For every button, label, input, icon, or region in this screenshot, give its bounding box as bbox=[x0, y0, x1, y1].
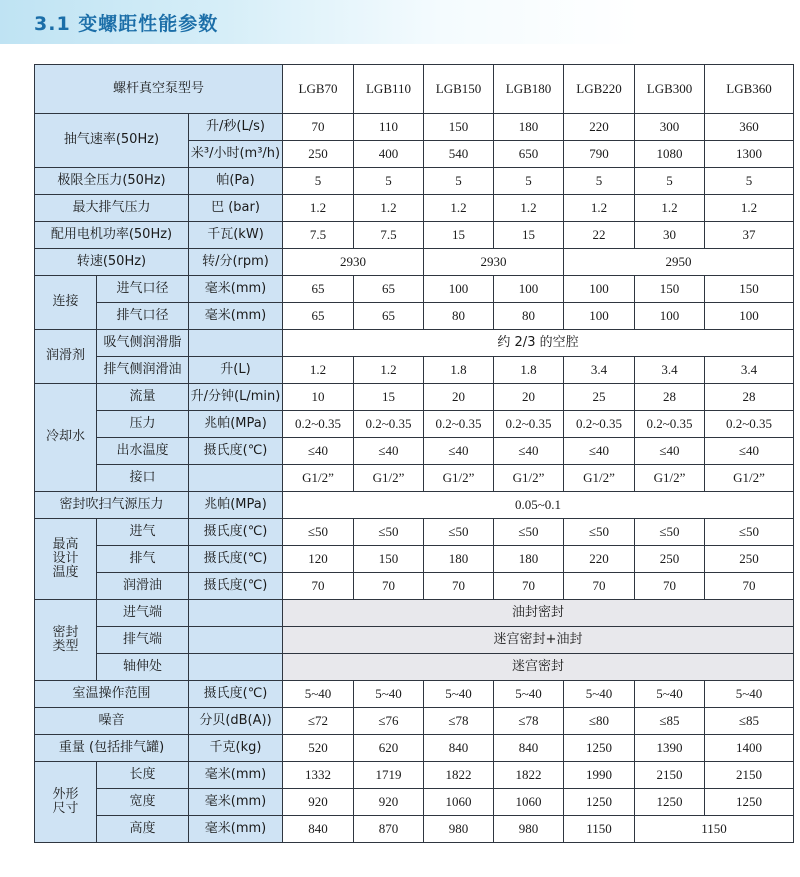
model-name: LGB300 bbox=[635, 65, 705, 114]
unit-label: 毫米(mm) bbox=[189, 789, 283, 816]
value-cell: ≤50 bbox=[635, 519, 705, 546]
value-cell: 15 bbox=[354, 384, 424, 411]
value-cell: 1822 bbox=[424, 762, 494, 789]
value-cell: 3.4 bbox=[564, 357, 635, 384]
value-cell: 10 bbox=[283, 384, 354, 411]
value-cell: 5~40 bbox=[494, 681, 564, 708]
value-cell: 110 bbox=[354, 114, 424, 141]
unit-label: 帕(Pa) bbox=[189, 168, 283, 195]
sub-label: 排气侧润滑油 bbox=[97, 357, 189, 384]
unit-label: 升/秒(L/s) bbox=[189, 114, 283, 141]
value-cell: 65 bbox=[283, 303, 354, 330]
value-cell: 100 bbox=[564, 303, 635, 330]
merged-value-cell: 迷宫密封 bbox=[283, 654, 794, 681]
value-cell: G1/2” bbox=[564, 465, 635, 492]
value-cell: ≤50 bbox=[354, 519, 424, 546]
sub-label: 流量 bbox=[97, 384, 189, 411]
value-cell: 70 bbox=[283, 573, 354, 600]
value-cell: ≤50 bbox=[424, 519, 494, 546]
value-cell: 1.2 bbox=[705, 195, 794, 222]
value-cell: 0.2~0.35 bbox=[635, 411, 705, 438]
connection-outlet-row bbox=[35, 303, 794, 330]
value-cell: 0.2~0.35 bbox=[424, 411, 494, 438]
cooling-flow-row bbox=[35, 384, 794, 411]
value-cell: 0.2~0.35 bbox=[494, 411, 564, 438]
merged-value-cell: 油封密封 bbox=[283, 600, 794, 627]
value-cell: 180 bbox=[424, 546, 494, 573]
value-cell: 1.2 bbox=[494, 195, 564, 222]
sub-label: 进气端 bbox=[97, 600, 189, 627]
value-cell: 1150 bbox=[564, 816, 635, 843]
design-temp-inlet-row bbox=[35, 519, 794, 546]
motor-power-row bbox=[35, 222, 794, 249]
connection-inlet-row bbox=[35, 276, 794, 303]
value-cell: 5~40 bbox=[635, 681, 705, 708]
value-cell: ≤50 bbox=[494, 519, 564, 546]
value-cell: G1/2” bbox=[424, 465, 494, 492]
value-cell: 870 bbox=[354, 816, 424, 843]
value-cell: 30 bbox=[635, 222, 705, 249]
value-cell: 100 bbox=[424, 276, 494, 303]
value-cell: 5 bbox=[283, 168, 354, 195]
cooling-port-row bbox=[35, 465, 794, 492]
value-cell: ≤80 bbox=[564, 708, 635, 735]
value-cell: 0.2~0.35 bbox=[283, 411, 354, 438]
unit-label: 毫米(mm) bbox=[189, 303, 283, 330]
unit-label: 摄氏度(℃) bbox=[189, 546, 283, 573]
sub-label: 排气端 bbox=[97, 627, 189, 654]
ambient-range-label: 室温操作范围 bbox=[35, 681, 189, 708]
value-cell: 1060 bbox=[494, 789, 564, 816]
noise-row bbox=[35, 708, 794, 735]
value-cell: 180 bbox=[494, 546, 564, 573]
value-cell: 620 bbox=[354, 735, 424, 762]
ultimate-pressure-row bbox=[35, 168, 794, 195]
value-cell: 150 bbox=[354, 546, 424, 573]
value-cell: 0.2~0.35 bbox=[354, 411, 424, 438]
speed-label: 转速(50Hz) bbox=[35, 249, 189, 276]
unit-label: 转/分(rpm) bbox=[189, 249, 283, 276]
speed-row bbox=[35, 249, 794, 276]
unit-label: 毫米(mm) bbox=[189, 816, 283, 843]
value-cell: 1.2 bbox=[424, 195, 494, 222]
value-cell: 1400 bbox=[705, 735, 794, 762]
merged-value-cell: 约 2/3 的空腔 bbox=[283, 330, 794, 357]
value-cell: 70 bbox=[424, 573, 494, 600]
dim-height-row bbox=[35, 816, 794, 843]
value-cell: 70 bbox=[564, 573, 635, 600]
value-cell: ≤50 bbox=[283, 519, 354, 546]
value-cell: 3.4 bbox=[635, 357, 705, 384]
value-cell: 25 bbox=[564, 384, 635, 411]
unit-label: 兆帕(MPa) bbox=[189, 492, 283, 519]
sub-label: 排气口径 bbox=[97, 303, 189, 330]
unit-label bbox=[189, 654, 283, 681]
value-cell: 150 bbox=[635, 276, 705, 303]
value-cell: 1.2 bbox=[283, 195, 354, 222]
value-cell: 1990 bbox=[564, 762, 635, 789]
pumping-speed-label: 抽气速率(50Hz) bbox=[35, 114, 189, 168]
value-cell: 28 bbox=[705, 384, 794, 411]
value-cell: 28 bbox=[635, 384, 705, 411]
header-row bbox=[35, 65, 794, 114]
unit-label: 升/分钟(L/min) bbox=[189, 384, 283, 411]
value-cell: G1/2” bbox=[354, 465, 424, 492]
value-cell: 65 bbox=[283, 276, 354, 303]
sub-label: 轴伸处 bbox=[97, 654, 189, 681]
value-cell: 5 bbox=[564, 168, 635, 195]
seal-type-shaft-row bbox=[35, 654, 794, 681]
value-cell: 150 bbox=[424, 114, 494, 141]
value-cell: 0.2~0.35 bbox=[705, 411, 794, 438]
value-cell: 400 bbox=[354, 141, 424, 168]
value-cell: ≤85 bbox=[635, 708, 705, 735]
value-cell: 520 bbox=[283, 735, 354, 762]
sub-label: 排气 bbox=[97, 546, 189, 573]
value-cell: 5~40 bbox=[564, 681, 635, 708]
value-cell: 70 bbox=[494, 573, 564, 600]
lubricant-label: 润滑剂 bbox=[35, 330, 97, 384]
value-cell: 100 bbox=[635, 303, 705, 330]
unit-label: 摄氏度(℃) bbox=[189, 438, 283, 465]
value-cell: 5~40 bbox=[354, 681, 424, 708]
value-cell: 22 bbox=[564, 222, 635, 249]
value-cell: 5 bbox=[494, 168, 564, 195]
value-cell: 250 bbox=[283, 141, 354, 168]
value-cell: G1/2” bbox=[635, 465, 705, 492]
unit-label: 千瓦(kW) bbox=[189, 222, 283, 249]
title-bar bbox=[0, 0, 800, 44]
unit-label bbox=[189, 600, 283, 627]
unit-label: 米³/小时(m³/h) bbox=[189, 141, 283, 168]
unit-label bbox=[189, 330, 283, 357]
sub-label: 出水温度 bbox=[97, 438, 189, 465]
seal-type-inlet-row bbox=[35, 600, 794, 627]
value-cell: 150 bbox=[705, 276, 794, 303]
value-cell: 37 bbox=[705, 222, 794, 249]
weight-row bbox=[35, 735, 794, 762]
sub-label: 润滑油 bbox=[97, 573, 189, 600]
ambient-range-row bbox=[35, 681, 794, 708]
value-cell: 1390 bbox=[635, 735, 705, 762]
cooling-pressure-row bbox=[35, 411, 794, 438]
seal-type-label: 密封 类型 bbox=[35, 600, 97, 681]
value-cell: ≤50 bbox=[564, 519, 635, 546]
value-cell: ≤76 bbox=[354, 708, 424, 735]
weight-label: 重量 (包括排气罐) bbox=[35, 735, 189, 762]
value-cell: 2950 bbox=[564, 249, 794, 276]
noise-label: 噪音 bbox=[35, 708, 189, 735]
value-cell: ≤50 bbox=[705, 519, 794, 546]
value-cell: 840 bbox=[494, 735, 564, 762]
value-cell: 1.2 bbox=[354, 195, 424, 222]
value-cell: G1/2” bbox=[283, 465, 354, 492]
value-cell: 1822 bbox=[494, 762, 564, 789]
dim-length-row bbox=[35, 762, 794, 789]
pumping-speed-row-ls bbox=[35, 114, 794, 141]
value-cell: 120 bbox=[283, 546, 354, 573]
merged-value-cell: 迷宫密封+油封 bbox=[283, 627, 794, 654]
model-name: LGB150 bbox=[424, 65, 494, 114]
value-cell: 5 bbox=[424, 168, 494, 195]
value-cell: 15 bbox=[424, 222, 494, 249]
value-cell: 7.5 bbox=[354, 222, 424, 249]
unit-label: 兆帕(MPa) bbox=[189, 411, 283, 438]
seal-purge-row bbox=[35, 492, 794, 519]
value-cell: ≤78 bbox=[424, 708, 494, 735]
value-cell: 5 bbox=[354, 168, 424, 195]
value-cell: 2930 bbox=[424, 249, 564, 276]
sub-label: 压力 bbox=[97, 411, 189, 438]
value-cell: 1.2 bbox=[564, 195, 635, 222]
sub-label: 长度 bbox=[97, 762, 189, 789]
sub-label: 宽度 bbox=[97, 789, 189, 816]
value-cell: 3.4 bbox=[705, 357, 794, 384]
model-name: LGB220 bbox=[564, 65, 635, 114]
value-cell: 1.2 bbox=[635, 195, 705, 222]
value-cell: 1.2 bbox=[354, 357, 424, 384]
model-header-label: 螺杆真空泵型号 bbox=[35, 65, 283, 114]
unit-label: 摄氏度(℃) bbox=[189, 681, 283, 708]
model-name: LGB180 bbox=[494, 65, 564, 114]
value-cell: 360 bbox=[705, 114, 794, 141]
value-cell: 1.8 bbox=[494, 357, 564, 384]
value-cell: 80 bbox=[424, 303, 494, 330]
max-design-temp-label: 最高 设计 温度 bbox=[35, 519, 97, 600]
value-cell: 2930 bbox=[283, 249, 424, 276]
value-cell: 2150 bbox=[635, 762, 705, 789]
unit-label bbox=[189, 465, 283, 492]
connection-label: 连接 bbox=[35, 276, 97, 330]
model-name: LGB360 bbox=[705, 65, 794, 114]
value-cell: 100 bbox=[705, 303, 794, 330]
value-cell: 1250 bbox=[635, 789, 705, 816]
value-cell: 220 bbox=[564, 114, 635, 141]
model-name: LGB70 bbox=[283, 65, 354, 114]
design-temp-oil-row bbox=[35, 573, 794, 600]
value-cell: 790 bbox=[564, 141, 635, 168]
cooling-outlet-temp-row bbox=[35, 438, 794, 465]
sub-label: 接口 bbox=[97, 465, 189, 492]
sub-label: 高度 bbox=[97, 816, 189, 843]
dimensions-label: 外形 尺寸 bbox=[35, 762, 97, 843]
design-temp-exhaust-row bbox=[35, 546, 794, 573]
value-cell: 220 bbox=[564, 546, 635, 573]
value-cell: 1250 bbox=[564, 789, 635, 816]
unit-label: 毫米(mm) bbox=[189, 276, 283, 303]
value-cell: 1719 bbox=[354, 762, 424, 789]
unit-label: 分贝(dB(A)) bbox=[189, 708, 283, 735]
unit-label: 毫米(mm) bbox=[189, 762, 283, 789]
max-exhaust-pressure-row bbox=[35, 195, 794, 222]
value-cell: 1.2 bbox=[283, 357, 354, 384]
value-cell: 70 bbox=[354, 573, 424, 600]
lubricant-oil-row bbox=[35, 357, 794, 384]
value-cell: G1/2” bbox=[705, 465, 794, 492]
value-cell: 300 bbox=[635, 114, 705, 141]
model-name: LGB110 bbox=[354, 65, 424, 114]
value-cell: 15 bbox=[494, 222, 564, 249]
unit-label: 千克(kg) bbox=[189, 735, 283, 762]
value-cell: 70 bbox=[283, 114, 354, 141]
value-cell: 1060 bbox=[424, 789, 494, 816]
value-cell: ≤78 bbox=[494, 708, 564, 735]
max-exhaust-pressure-label: 最大排气压力 bbox=[35, 195, 189, 222]
seal-purge-label: 密封吹扫气源压力 bbox=[35, 492, 189, 519]
value-cell: ≤40 bbox=[494, 438, 564, 465]
value-cell: ≤40 bbox=[424, 438, 494, 465]
page-title: 3.1 变螺距性能参数 bbox=[34, 13, 219, 35]
dim-width-row bbox=[35, 789, 794, 816]
cooling-water-label: 冷却水 bbox=[35, 384, 97, 492]
value-cell: 100 bbox=[494, 276, 564, 303]
value-cell: 70 bbox=[705, 573, 794, 600]
value-cell: ≤40 bbox=[564, 438, 635, 465]
ultimate-pressure-label: 极限全压力(50Hz) bbox=[35, 168, 189, 195]
value-cell: 20 bbox=[494, 384, 564, 411]
value-cell: 5~40 bbox=[424, 681, 494, 708]
value-cell: 540 bbox=[424, 141, 494, 168]
value-cell: 840 bbox=[283, 816, 354, 843]
value-cell: 65 bbox=[354, 303, 424, 330]
value-cell: ≤40 bbox=[635, 438, 705, 465]
value-cell: 5~40 bbox=[283, 681, 354, 708]
value-cell: 1250 bbox=[705, 789, 794, 816]
value-cell: 5~40 bbox=[705, 681, 794, 708]
value-cell: 1332 bbox=[283, 762, 354, 789]
value-cell: ≤40 bbox=[705, 438, 794, 465]
value-cell: G1/2” bbox=[494, 465, 564, 492]
value-cell: ≤85 bbox=[705, 708, 794, 735]
value-cell: 5 bbox=[705, 168, 794, 195]
value-cell: 1300 bbox=[705, 141, 794, 168]
unit-label bbox=[189, 627, 283, 654]
value-cell: 1150 bbox=[635, 816, 794, 843]
unit-label: 摄氏度(℃) bbox=[189, 519, 283, 546]
value-cell: 980 bbox=[424, 816, 494, 843]
value-cell: ≤40 bbox=[354, 438, 424, 465]
sub-label: 进气口径 bbox=[97, 276, 189, 303]
value-cell: 1250 bbox=[564, 735, 635, 762]
value-cell: 250 bbox=[635, 546, 705, 573]
merged-value-cell: 0.05~0.1 bbox=[283, 492, 794, 519]
value-cell: ≤72 bbox=[283, 708, 354, 735]
value-cell: 20 bbox=[424, 384, 494, 411]
motor-power-label: 配用电机功率(50Hz) bbox=[35, 222, 189, 249]
value-cell: 2150 bbox=[705, 762, 794, 789]
value-cell: 250 bbox=[705, 546, 794, 573]
sub-label: 进气 bbox=[97, 519, 189, 546]
value-cell: 80 bbox=[494, 303, 564, 330]
unit-label: 摄氏度(℃) bbox=[189, 573, 283, 600]
value-cell: 7.5 bbox=[283, 222, 354, 249]
value-cell: 0.2~0.35 bbox=[564, 411, 635, 438]
unit-label: 巴 (bar) bbox=[189, 195, 283, 222]
value-cell: 1080 bbox=[635, 141, 705, 168]
spec-table bbox=[34, 64, 794, 843]
value-cell: 1.8 bbox=[424, 357, 494, 384]
value-cell: 920 bbox=[283, 789, 354, 816]
value-cell: 650 bbox=[494, 141, 564, 168]
value-cell: 980 bbox=[494, 816, 564, 843]
value-cell: 180 bbox=[494, 114, 564, 141]
sub-label: 吸气侧润滑脂 bbox=[97, 330, 189, 357]
value-cell: 920 bbox=[354, 789, 424, 816]
lubricant-grease-row bbox=[35, 330, 794, 357]
value-cell: 840 bbox=[424, 735, 494, 762]
value-cell: ≤40 bbox=[283, 438, 354, 465]
value-cell: 70 bbox=[635, 573, 705, 600]
value-cell: 5 bbox=[635, 168, 705, 195]
value-cell: 65 bbox=[354, 276, 424, 303]
value-cell: 100 bbox=[564, 276, 635, 303]
seal-type-exhaust-row bbox=[35, 627, 794, 654]
unit-label: 升(L) bbox=[189, 357, 283, 384]
